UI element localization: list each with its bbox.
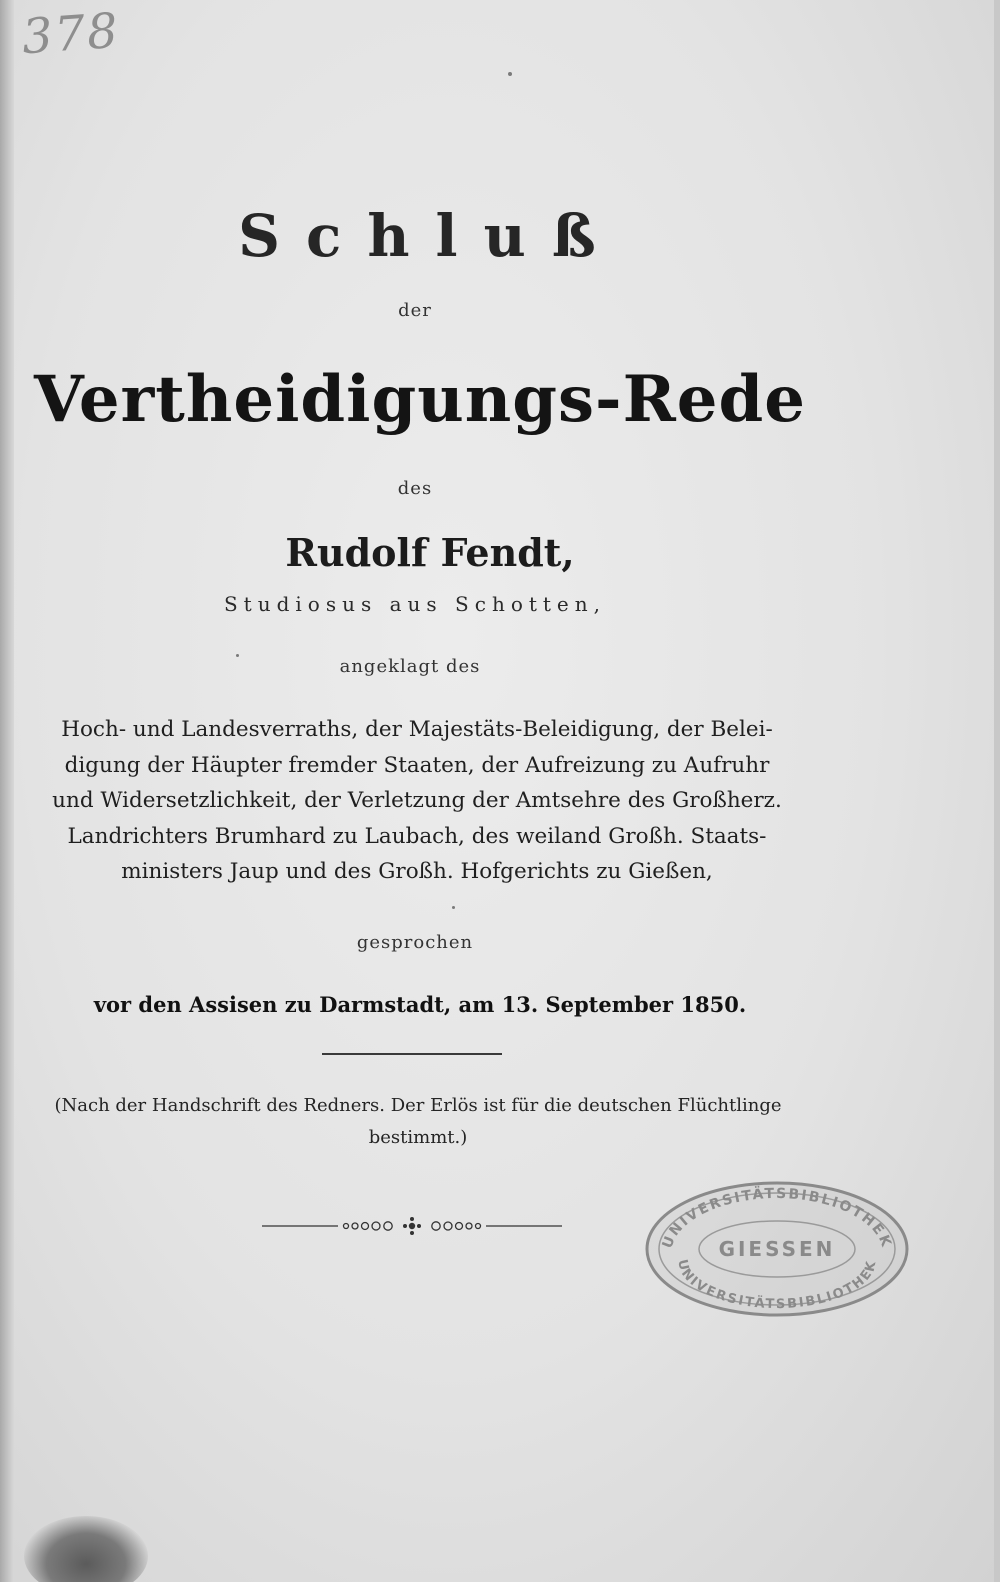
spoken-label: gesprochen bbox=[356, 932, 474, 953]
charges-line: digung der Häupter fremder Staaten, der Aufreizung zu Aufruhr bbox=[64, 752, 770, 778]
charges-line: Hoch- und Landesverraths, der Majestäts-Beleidigung, der Belei- bbox=[61, 717, 773, 742]
paper-speck bbox=[236, 654, 239, 657]
ink-blot bbox=[24, 1516, 148, 1582]
paper-speck bbox=[508, 72, 512, 76]
charges-line: und Widersetzlichkeit, der Verletzung der Amtsehre des Großherz. bbox=[52, 788, 782, 813]
binding-spine-shadow bbox=[0, 0, 14, 1582]
document-title: Schluß bbox=[238, 202, 622, 270]
note-line: (Nach der Handschrift des Redners. Der Erlös ist für die deutschen Flüchtlinge bbox=[54, 1095, 782, 1116]
handwritten-shelfmark: 378 bbox=[20, 2, 122, 66]
author-occupation: Studiosus aus Schotten, bbox=[223, 592, 607, 616]
venue-date: vor den Assisen zu Darmstadt, am 13. September 1850. bbox=[93, 992, 747, 1017]
charges-line: ministers Jaup und des Großh. Hofgerichts zu Gießen, bbox=[121, 859, 713, 884]
page-edge bbox=[994, 0, 1000, 1582]
accused-label: angeklagt des bbox=[339, 656, 481, 677]
article-des: des bbox=[397, 478, 433, 499]
svg-text:UNIVERSITÄTSBIBLIOTHEK: UNIVERSITÄTSBIBLIOTHEK bbox=[659, 1185, 895, 1251]
publication-note bbox=[28, 1090, 808, 1154]
article-der: der bbox=[398, 300, 432, 321]
svg-text:GIESSEN: GIESSEN bbox=[718, 1237, 836, 1261]
divider-rule bbox=[322, 1053, 502, 1055]
paper-speck bbox=[452, 906, 455, 909]
svg-text:UNIVERSITÄTSBIBLIOTHEK: UNIVERSITÄTSBIBLIOTHEK bbox=[674, 1258, 880, 1313]
charges-line: Landrichters Brumhard zu Laubach, des weiland Großh. Staats- bbox=[67, 823, 767, 849]
author-name: Rudolf Fendt, bbox=[285, 530, 575, 575]
charges-text bbox=[26, 712, 808, 890]
note-line: bestimmt.) bbox=[368, 1127, 468, 1148]
main-title: Vertheidigungs-Rede bbox=[34, 362, 806, 437]
ornamental-rule bbox=[262, 1216, 562, 1236]
library-stamp bbox=[641, 1178, 913, 1320]
